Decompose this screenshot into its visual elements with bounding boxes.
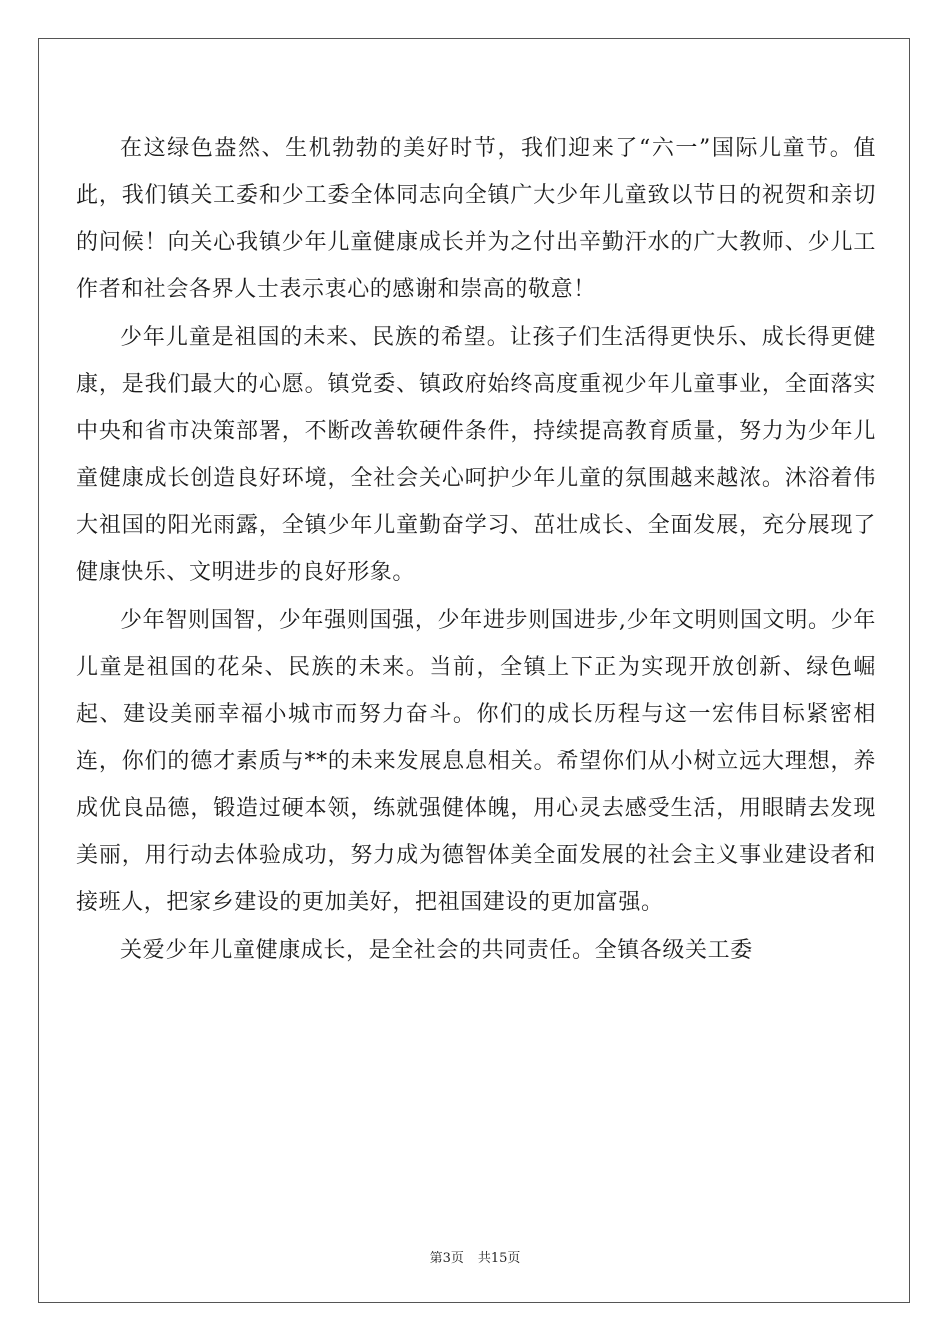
paragraph: 少年智则国智，少年强则国强，少年进步则国进步,少年文明则国文明。少年儿童是祖国的花朵、民族的未来。当前，全镇上下正为实现开放创新、绿色崛起、建设美丽幸福小城市而努力奋斗。你们的成长历程与这一宏伟目标紧密相连，你们的德才素质与**的未来发展息息相关。希望你们从小树立远大理想，养成优良品德，锻造过硬本领，练就强健体魄，用心灵去感受生活，用眼睛去发现美丽，用行动去体验成功，努力成为德智体美全面发展的社会主义事业建设者和接班人，把家乡建设的更加美好，把祖国建设的更加富强。 [76, 608, 876, 915]
document-body [76, 125, 876, 975]
paragraph: 关爱少年儿童健康成长，是全社会的共同责任。全镇各级关工委 [120, 938, 753, 963]
page-footer [0, 1247, 950, 1266]
current-page-label: 第3页 [429, 1251, 464, 1266]
paragraph: 少年儿童是祖国的未来、民族的希望。让孩子们生活得更快乐、成长得更健康，是我们最大的心愿。镇党委、镇政府始终高度重视少年儿童事业，全面落实中央和省市决策部署，不断改善软硬件条件，持续提高教育质量，努力为少年儿童健康成长创造良好环境，全社会关心呵护少年儿童的氛围越来越浓。沐浴着伟大祖国的阳光雨露，全镇少年儿童勤奋学习、茁壮成长、全面发展，充分展现了健康快乐、文明进步的良好形象。 [76, 325, 876, 585]
total-pages-label: 共15页 [477, 1251, 521, 1266]
paragraph: 在这绿色盎然、生机勃勃的美好时节，我们迎来了“六一”国际儿童节。值此，我们镇关工委和少工委全体同志向全镇广大少年儿童致以节日的祝贺和亲切的问候！向关心我镇少年儿童健康成长并为之付出辛勤汗水的广大教师、少儿工作者和社会各界人士表示衷心的感谢和崇高的敬意！ [76, 136, 876, 302]
